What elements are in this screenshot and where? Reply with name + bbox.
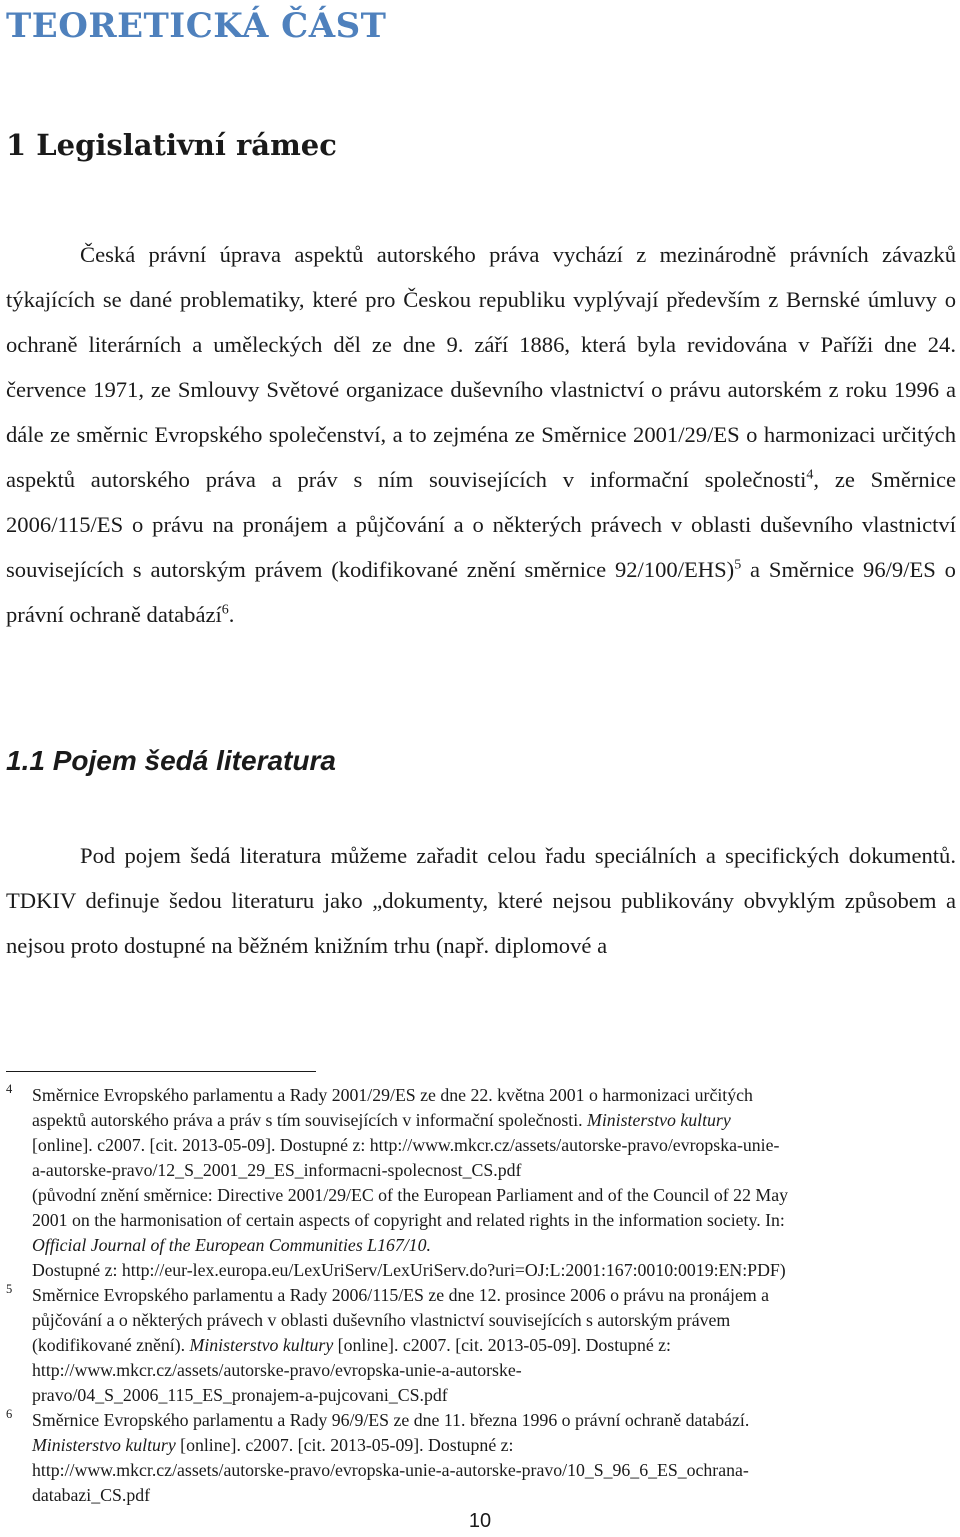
footnote-text: [online]. c2007. [cit. 2013-05-09]. Dostupné z:	[333, 1335, 671, 1355]
para1-line: autorským právem (kodifikované znění směrnice 92/100/EHS)	[150, 557, 735, 582]
para1-line: pronájem a půjčování a o některých právech v oblasti duševního vlastnictví souvisejících s	[6, 512, 957, 582]
source-title: Ministerstvo kultury	[189, 1335, 334, 1355]
footnote-4	[6, 1083, 956, 1283]
para1-line: .	[228, 602, 235, 627]
footnotes	[6, 1083, 956, 1508]
footnote-line[interactable]: databazi_CS.pdf	[32, 1485, 151, 1505]
source-title: Ministerstvo kultury	[587, 1110, 731, 1130]
footnote-line: Směrnice Evropského parlamentu a Rady 2001/29/ES ze dne 22. května 2001 o harmonizaci určitých	[32, 1085, 753, 1105]
para2-line: Pod pojem šedá literatura můžeme zařadit celou řadu speciálních a specifických	[80, 843, 840, 868]
footnote-line[interactable]: pravo/04_S_2006_115_ES_pronajem-a-pujcovani_CS.pdf	[32, 1385, 448, 1405]
footnote-line: 2001 on the harmonisation of certain aspects of copyright and related rights in the information society. In:	[32, 1210, 785, 1230]
footnote-line: (původní znění směrnice: Directive 2001/29/EC of the European Parliament and of the Council of 22 May	[32, 1185, 788, 1205]
para1-line: revidována v Paříži dne 24. července 1971, ze Smlouvy Světové organizace duševního	[6, 332, 957, 402]
para2-line: obvyklým způsobem a nejsou proto dostupné na běžném knižním trhu (např. diplomové a	[6, 888, 957, 958]
page-number: 10	[468, 1510, 492, 1532]
footnote-ref-4[interactable]: 4	[806, 467, 814, 483]
footnote-line: Směrnice Evropského parlamentu a Rady 2006/115/ES ze dne 12. prosince 2006 o právu na pronájem a	[32, 1285, 770, 1305]
para1-line: zejména ze Směrnice 2001/29/ES o harmonizaci určitých aspektů autorského práva a práv	[6, 422, 956, 492]
footnote-ref-6[interactable]: 6	[221, 602, 229, 618]
para1-line: vlastnictví o právu autorském z roku 1996 a dále ze směrnic Evropského společenství, a to	[6, 377, 956, 447]
footnote-line: Směrnice Evropského parlamentu a Rady 96/9/ES ze dne 11. března 1996 o právní ochraně databází.	[32, 1410, 750, 1430]
footnote-separator	[6, 1071, 316, 1072]
para1-line: a Směrnice 96/9/ES o	[741, 557, 956, 582]
footnote-line[interactable]: http://www.mkcr.cz/assets/autorske-pravo/evropska-unie-a-autorske-	[32, 1360, 522, 1380]
grey-literature-paragraph	[6, 833, 956, 968]
footnote-line[interactable]: a-autorske-pravo/12_S_2001_29_ES_informacni-spolecnost_CS.pdf	[32, 1160, 522, 1180]
para1-line: z Bernské úmluvy o ochraně literárních a uměleckých děl ze dne 9. září 1886, která byla	[6, 287, 956, 357]
chapter-heading: 1 Legislativní rámec	[6, 128, 337, 162]
section-heading: 1.1 Pojem šedá literatura	[6, 745, 336, 776]
footnote-line[interactable]: http://www.mkcr.cz/assets/autorske-pravo/evropska-unie-a-autorske-pravo/10_S_96_6_ES_ochrana-	[32, 1460, 749, 1480]
footnote-ref-5[interactable]: 5	[734, 557, 742, 573]
para1-line: , ze Směrnice 2006/115/ES o právu na	[6, 467, 956, 537]
para1-line: Česká právní úprava aspektů autorského práva vychází z mezinárodně právních	[80, 242, 869, 267]
para1-line: právní ochraně databází	[6, 602, 222, 627]
footnote-line	[32, 1333, 956, 1358]
para1-line: s ním souvisejících v informační společnosti	[353, 467, 807, 492]
footnote-line	[32, 1108, 956, 1133]
footnote-line[interactable]: [online]. c2007. [cit. 2013-05-09]. Dostupné z: http://www.mkcr.cz/assets/autorske-pravo/evropska-unie-	[32, 1135, 780, 1155]
para2-line: dokumentů. TDKIV definuje šedou literaturu jako „dokumenty, které nejsou publikovány	[6, 843, 956, 913]
footnote-line	[32, 1233, 956, 1258]
footnote-6	[6, 1408, 956, 1508]
footnote-5	[6, 1283, 956, 1408]
footnote-line	[32, 1433, 956, 1458]
footnote-text: aspektů autorského práva a práv s tím souvisejících v informační společnosti.	[32, 1110, 588, 1130]
legislation-paragraph	[6, 232, 956, 637]
footnote-number: 6	[6, 1407, 13, 1421]
source-title: Ministerstvo kultury	[32, 1435, 176, 1455]
footnote-number: 4	[6, 1082, 13, 1096]
footnote-number: 5	[6, 1282, 13, 1296]
para1-line: závazků týkajících se dané problematiky, které pro Českou republiku vyplývají především	[6, 242, 956, 312]
part-heading: TEORETICKÁ ČÁST	[6, 6, 387, 46]
footnote-text: (kodifikované znění).	[32, 1335, 190, 1355]
footnote-line[interactable]: Dostupné z: http://eur-lex.europa.eu/LexUriServ/LexUriServ.do?uri=OJ:L:2001:167:0010:0019:EN:PDF)	[32, 1260, 786, 1280]
footnote-text: [online]. c2007. [cit. 2013-05-09]. Dostupné z:	[175, 1435, 514, 1455]
source-title: Official Journal of the European Communities L167/10.	[32, 1235, 431, 1255]
footnote-line: půjčování a o některých právech v oblasti duševního vlastnictví souvisejících s autorským právem	[32, 1310, 731, 1330]
